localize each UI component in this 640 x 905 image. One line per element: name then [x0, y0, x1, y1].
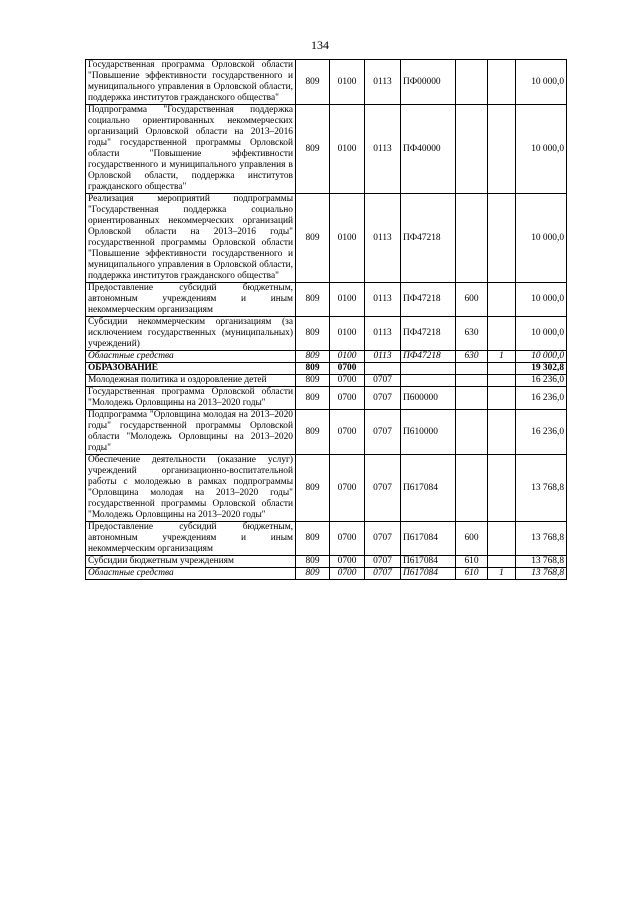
cell-expense-type: 630 — [456, 317, 488, 351]
cell-expense-type: 610 — [456, 568, 488, 580]
cell-name: Государственная программа Орловской области "Повышение эффективности государственного и муниципального управления в Орловской области, поддержка институтов гражданского общества" — [86, 60, 296, 105]
cell-section-code: 0100 — [330, 283, 365, 317]
cell-name: Субсидии бюджетным учреждениям — [86, 556, 296, 568]
cell-funding-source: 1 — [488, 568, 516, 580]
cell-admin-code: 809 — [296, 194, 330, 283]
cell-amount: 13 768,8 — [516, 568, 567, 580]
cell-amount: 10 000,0 — [516, 283, 567, 317]
table-row — [86, 410, 567, 455]
cell-name: Областные средства — [86, 351, 296, 363]
cell-expense-type: 600 — [456, 283, 488, 317]
cell-expense-type — [456, 60, 488, 105]
cell-name: Областные средства — [86, 568, 296, 580]
cell-section-code: 0100 — [330, 317, 365, 351]
cell-admin-code: 809 — [296, 556, 330, 568]
cell-section-code: 0700 — [330, 363, 365, 375]
table-row — [86, 194, 567, 283]
cell-admin-code: 809 — [296, 60, 330, 105]
cell-name: Молодежная политика и оздоровление детей — [86, 375, 296, 387]
cell-subsection-code: 0113 — [365, 60, 401, 105]
cell-admin-code: 809 — [296, 410, 330, 455]
cell-funding-source — [488, 194, 516, 283]
cell-section-code: 0700 — [330, 455, 365, 522]
cell-target-article: ПФ00000 — [401, 60, 456, 105]
cell-target-article: П617084 — [401, 522, 456, 556]
cell-funding-source — [488, 60, 516, 105]
cell-funding-source — [488, 556, 516, 568]
table-row — [86, 375, 567, 387]
cell-amount: 13 768,8 — [516, 455, 567, 522]
cell-target-article: ПФ47218 — [401, 283, 456, 317]
cell-subsection-code: 0707 — [365, 568, 401, 580]
cell-target-article: П617084 — [401, 455, 456, 522]
cell-admin-code: 809 — [296, 375, 330, 387]
cell-target-article: П600000 — [401, 387, 456, 410]
cell-admin-code: 809 — [296, 387, 330, 410]
cell-funding-source — [488, 105, 516, 194]
cell-target-article: П610000 — [401, 410, 456, 455]
table-row — [86, 283, 567, 317]
cell-funding-source — [488, 522, 516, 556]
cell-expense-type — [456, 194, 488, 283]
cell-expense-type — [456, 363, 488, 375]
cell-name: Субсидии некоммерческим организациям (за исключением государственных (муниципальных) учреждений) — [86, 317, 296, 351]
cell-admin-code: 809 — [296, 283, 330, 317]
cell-admin-code: 809 — [296, 522, 330, 556]
cell-name: Подпрограмма "Государственная поддержка социально ориентированных некоммерческих организаций Орловской области на 2013–2016 годы" государственной программы Орловской области "Повышение эффективности государственного и муниципального управления в Орловской области, поддержка институтов гражданского общества" — [86, 105, 296, 194]
cell-subsection-code: 0113 — [365, 283, 401, 317]
cell-section-code: 0100 — [330, 60, 365, 105]
cell-name: Обеспечение деятельности (оказание услуг) учреждений организационно-воспитательной работы с молодежью в рамках подпрограммы "Орловщина молодая на 2013–2020 годы" государственной программы Орловской области "Молодежь Орловщины на 2013–2020 годы" — [86, 455, 296, 522]
cell-funding-source — [488, 455, 516, 522]
cell-admin-code: 809 — [296, 455, 330, 522]
cell-expense-type: 630 — [456, 351, 488, 363]
cell-target-article: ПФ40000 — [401, 105, 456, 194]
cell-expense-type: 600 — [456, 522, 488, 556]
cell-funding-source: 1 — [488, 351, 516, 363]
cell-admin-code: 809 — [296, 317, 330, 351]
cell-admin-code: 809 — [296, 363, 330, 375]
cell-section-code: 0700 — [330, 410, 365, 455]
table-row — [86, 60, 567, 105]
table-row — [86, 568, 567, 580]
cell-amount: 13 768,8 — [516, 556, 567, 568]
budget-table-body — [86, 60, 567, 580]
cell-funding-source — [488, 387, 516, 410]
cell-subsection-code: 0707 — [365, 455, 401, 522]
table-row — [86, 363, 567, 375]
cell-admin-code: 809 — [296, 568, 330, 580]
cell-funding-source — [488, 375, 516, 387]
budget-table — [85, 59, 567, 580]
cell-name: Государственная программа Орловской области "Молодежь Орловщины на 2013–2020 годы" — [86, 387, 296, 410]
cell-amount: 10 000,0 — [516, 105, 567, 194]
cell-section-code: 0100 — [330, 105, 365, 194]
table-row — [86, 317, 567, 351]
cell-name: Предоставление субсидий бюджетным, автономным учреждениям и иным некоммерческим организациям — [86, 283, 296, 317]
cell-name: ОБРАЗОВАНИЕ — [86, 363, 296, 375]
cell-subsection-code — [365, 363, 401, 375]
cell-section-code: 0100 — [330, 351, 365, 363]
cell-funding-source — [488, 283, 516, 317]
cell-amount: 10 000,0 — [516, 351, 567, 363]
cell-name: Подпрограмма "Орловщина молодая на 2013–2020 годы" государственной программы Орловской области "Молодежь Орловщины на 2013–2020 годы" — [86, 410, 296, 455]
cell-name: Реализация мероприятий подпрограммы "Государственная поддержка социально ориентированных некоммерческих организаций Орловской области на 2013–2016 годы" государственной программы Орловской области "Повышение эффективности государственного и муниципального управления в Орловской области, поддержка институтов гражданского общества" — [86, 194, 296, 283]
cell-target-article — [401, 363, 456, 375]
cell-subsection-code: 0113 — [365, 351, 401, 363]
cell-target-article: ПФ47218 — [401, 317, 456, 351]
cell-target-article — [401, 375, 456, 387]
cell-section-code: 0700 — [330, 387, 365, 410]
cell-section-code: 0100 — [330, 194, 365, 283]
cell-expense-type — [456, 410, 488, 455]
cell-expense-type — [456, 375, 488, 387]
cell-subsection-code: 0707 — [365, 410, 401, 455]
cell-amount: 10 000,0 — [516, 60, 567, 105]
table-row — [86, 351, 567, 363]
cell-target-article: П617084 — [401, 556, 456, 568]
cell-amount: 16 236,0 — [516, 410, 567, 455]
cell-subsection-code: 0113 — [365, 105, 401, 194]
cell-admin-code: 809 — [296, 105, 330, 194]
cell-section-code: 0700 — [330, 522, 365, 556]
cell-funding-source — [488, 317, 516, 351]
cell-subsection-code: 0113 — [365, 194, 401, 283]
cell-target-article: П617084 — [401, 568, 456, 580]
table-row — [86, 556, 567, 568]
table-row — [86, 105, 567, 194]
cell-section-code: 0700 — [330, 375, 365, 387]
cell-subsection-code: 0707 — [365, 375, 401, 387]
table-row — [86, 522, 567, 556]
cell-funding-source — [488, 363, 516, 375]
cell-subsection-code: 0707 — [365, 556, 401, 568]
cell-amount: 19 302,8 — [516, 363, 567, 375]
cell-amount: 16 236,0 — [516, 375, 567, 387]
cell-subsection-code: 0707 — [365, 522, 401, 556]
table-row — [86, 387, 567, 410]
cell-name: Предоставление субсидий бюджетным, автономным учреждениям и иным некоммерческим организациям — [86, 522, 296, 556]
cell-expense-type — [456, 105, 488, 194]
cell-amount: 16 236,0 — [516, 387, 567, 410]
cell-section-code: 0700 — [330, 556, 365, 568]
cell-amount: 13 768,8 — [516, 522, 567, 556]
cell-expense-type — [456, 455, 488, 522]
cell-expense-type: 610 — [456, 556, 488, 568]
cell-subsection-code: 0113 — [365, 317, 401, 351]
cell-amount: 10 000,0 — [516, 317, 567, 351]
page-number: 134 — [311, 38, 329, 52]
cell-target-article: ПФ47218 — [401, 351, 456, 363]
cell-section-code: 0700 — [330, 568, 365, 580]
cell-admin-code: 809 — [296, 351, 330, 363]
table-row — [86, 455, 567, 522]
cell-target-article: ПФ47218 — [401, 194, 456, 283]
cell-expense-type — [456, 387, 488, 410]
cell-amount: 10 000,0 — [516, 194, 567, 283]
cell-subsection-code: 0707 — [365, 387, 401, 410]
cell-funding-source — [488, 410, 516, 455]
